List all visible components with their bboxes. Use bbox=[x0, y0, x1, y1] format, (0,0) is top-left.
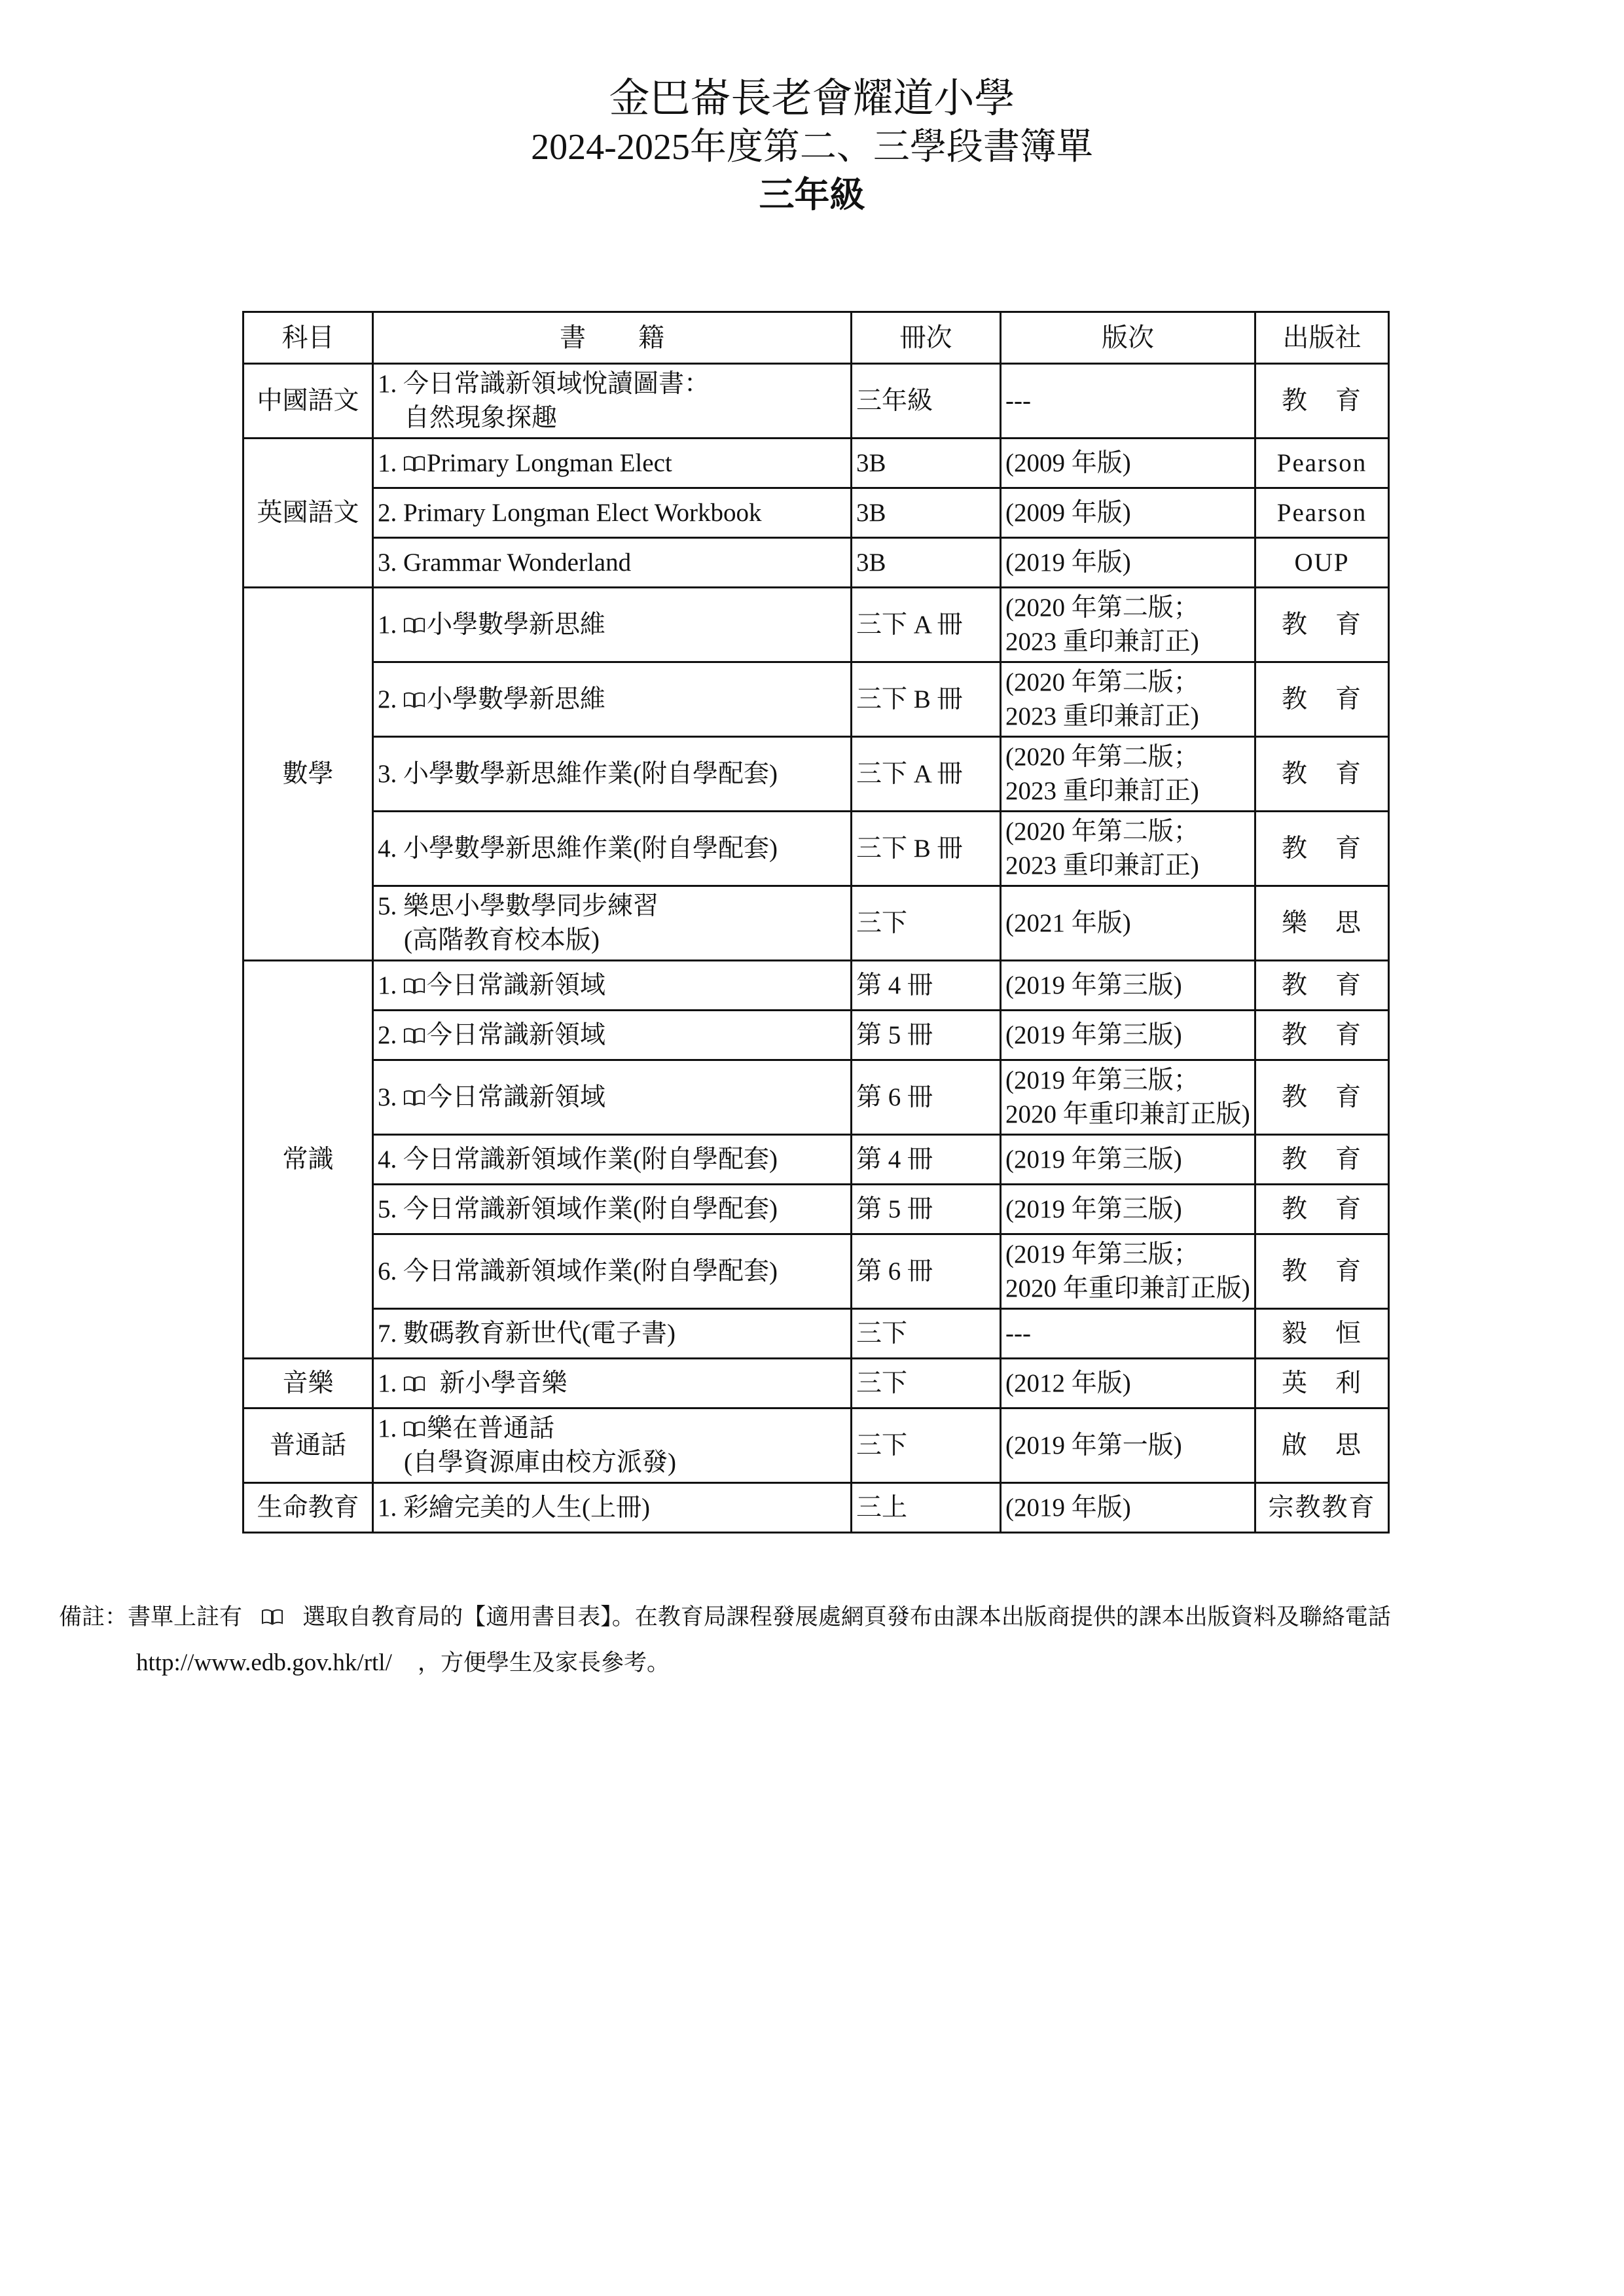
remarks bbox=[59, 1601, 1584, 1679]
subject-cell: 中國語文 bbox=[244, 364, 373, 439]
edition-line-2: 2020 年重印兼訂正版) bbox=[1005, 1274, 1250, 1302]
edition-line-1: (2020 年第二版； bbox=[1005, 817, 1199, 846]
book-number: 7. 數碼教育新世代(電子書) bbox=[378, 1319, 676, 1348]
book-title-cell bbox=[373, 538, 852, 588]
school-name: 金巴崙長老會耀道小學 bbox=[609, 74, 1015, 122]
publisher-cell: 教 育 bbox=[1255, 1060, 1389, 1135]
edition-line-1: (2019 年第三版) bbox=[1005, 971, 1182, 999]
book-number: 1. bbox=[378, 971, 403, 999]
edition-line-1: (2019 年第三版； bbox=[1005, 1240, 1199, 1268]
book-title-line bbox=[378, 1083, 605, 1111]
book-title-cell bbox=[373, 961, 852, 1011]
volume-cell: 3B bbox=[852, 439, 1001, 488]
edition-line-1: (2019 年第三版) bbox=[1005, 1194, 1182, 1223]
booklist-table bbox=[242, 311, 1390, 1534]
edition-line-1: --- bbox=[1005, 386, 1031, 415]
book-title: Primary Longman Elect bbox=[427, 448, 672, 477]
booklist-body bbox=[244, 364, 1389, 1533]
subject-cell: 英國語文 bbox=[244, 439, 373, 588]
open-book-icon bbox=[403, 1026, 425, 1045]
open-book-icon bbox=[403, 616, 425, 634]
table-row bbox=[244, 1234, 1389, 1309]
document-header bbox=[0, 72, 1624, 219]
book-title-cell bbox=[373, 1408, 852, 1483]
book-number: 4. 小學數學新思維作業(附自學配套) bbox=[378, 834, 778, 863]
table-row bbox=[244, 886, 1389, 961]
book-subtitle: (高階教育校本版) bbox=[404, 925, 600, 954]
open-book-icon bbox=[261, 1607, 283, 1626]
edition-cell bbox=[1001, 1234, 1255, 1309]
volume-cell: 3B bbox=[852, 538, 1001, 588]
book-title: 今日常識新領域 bbox=[427, 1083, 606, 1111]
book-title-line bbox=[378, 892, 659, 920]
edition-line-1: (2019 年第一版) bbox=[1005, 1431, 1182, 1460]
edition-line-2: 2020 年重印兼訂正版) bbox=[1005, 1100, 1250, 1128]
table-row bbox=[244, 1483, 1389, 1533]
book-title-line bbox=[378, 1369, 568, 1397]
edition-line-2: 2023 重印兼訂正) bbox=[1005, 702, 1199, 730]
table-row bbox=[244, 588, 1389, 662]
book-number: 5. 樂思小學數學同步練習 bbox=[378, 891, 659, 920]
book-number: 1. bbox=[378, 610, 403, 639]
book-title-cell bbox=[373, 488, 852, 538]
book-number: 1. bbox=[378, 448, 403, 477]
publisher-cell: 宗教教育 bbox=[1255, 1483, 1389, 1533]
remarks-prefix: 備註：書單上註有 bbox=[59, 1604, 243, 1630]
book-title-line bbox=[378, 971, 605, 999]
book-number: 2. bbox=[378, 1020, 403, 1049]
volume-cell: 第 6 冊 bbox=[852, 1234, 1001, 1309]
book-number: 1. bbox=[378, 1369, 403, 1397]
open-book-icon bbox=[403, 1420, 425, 1438]
edition-cell bbox=[1001, 1060, 1255, 1135]
publisher-cell: 教 育 bbox=[1255, 1135, 1389, 1185]
book-title-cell bbox=[373, 812, 852, 886]
column-header-subject: 科目 bbox=[244, 312, 373, 364]
volume-cell: 第 4 冊 bbox=[852, 1135, 1001, 1185]
book-number: 2. Primary Longman Elect Workbook bbox=[378, 498, 762, 527]
book-title-cell bbox=[373, 364, 852, 439]
edition-cell bbox=[1001, 1359, 1255, 1408]
book-title-cell bbox=[373, 1309, 852, 1359]
table-row bbox=[244, 1309, 1389, 1359]
edition-cell bbox=[1001, 812, 1255, 886]
book-title-line bbox=[378, 548, 631, 577]
publisher-cell: OUP bbox=[1255, 538, 1389, 588]
edition-line-2: 2023 重印兼訂正) bbox=[1005, 627, 1199, 656]
edition-line-1: (2009 年版) bbox=[1005, 498, 1131, 527]
book-title-line bbox=[378, 449, 672, 477]
publisher-cell: 教 育 bbox=[1255, 1234, 1389, 1309]
edition-line-1: (2021 年版) bbox=[1005, 908, 1131, 937]
edition-cell bbox=[1001, 1011, 1255, 1060]
open-book-icon bbox=[403, 1088, 425, 1107]
book-subtitle: (自學資源庫由校方派發) bbox=[404, 1448, 676, 1477]
volume-cell: 三下 bbox=[852, 1408, 1001, 1483]
volume-cell: 第 4 冊 bbox=[852, 961, 1001, 1011]
edition-line-1: (2019 年第三版) bbox=[1005, 1145, 1182, 1174]
book-title: 樂在普通話 bbox=[427, 1414, 555, 1443]
open-book-icon bbox=[403, 1374, 425, 1393]
grade-title: 三年級 bbox=[759, 174, 865, 215]
edition-cell bbox=[1001, 439, 1255, 488]
booklist-term-title: 2024-2025年度第二、三學段書簿單 bbox=[531, 127, 1093, 168]
volume-cell: 三下 bbox=[852, 886, 1001, 961]
table-header-row bbox=[244, 312, 1389, 364]
publisher-cell: 教 育 bbox=[1255, 1185, 1389, 1234]
book-number: 3. 小學數學新思維作業(附自學配套) bbox=[378, 759, 778, 788]
publisher-cell: 教 育 bbox=[1255, 812, 1389, 886]
edb-url-link[interactable]: http://www.edb.gov.hk/rtl/ bbox=[136, 1649, 392, 1676]
volume-cell: 3B bbox=[852, 488, 1001, 538]
column-header-edition: 版次 bbox=[1001, 312, 1255, 364]
book-title-cell bbox=[373, 588, 852, 662]
book-title-cell bbox=[373, 886, 852, 961]
edition-line-1: --- bbox=[1005, 1319, 1031, 1348]
edition-line-1: (2009 年版) bbox=[1005, 448, 1131, 477]
column-header-publisher: 出版社 bbox=[1255, 312, 1389, 364]
book-title-line bbox=[378, 1195, 778, 1223]
book-subtitle: 自然現象探趣 bbox=[404, 403, 558, 432]
book-number: 3. bbox=[378, 1083, 403, 1111]
table-row bbox=[244, 439, 1389, 488]
book-title: 小學數學新思維 bbox=[427, 685, 606, 713]
edition-line-1: (2020 年第二版； bbox=[1005, 668, 1199, 696]
subject-cell: 常識 bbox=[244, 961, 373, 1359]
book-title-cell bbox=[373, 1011, 852, 1060]
book-title: 今日常識新領域 bbox=[427, 971, 606, 999]
publisher-cell: 啟 思 bbox=[1255, 1408, 1389, 1483]
edition-cell bbox=[1001, 662, 1255, 737]
book-title-cell bbox=[373, 1185, 852, 1234]
book-title-line bbox=[378, 760, 778, 788]
edition-cell bbox=[1001, 364, 1255, 439]
book-title-line bbox=[378, 1021, 605, 1049]
publisher-cell: 教 育 bbox=[1255, 588, 1389, 662]
volume-cell: 三下 B 冊 bbox=[852, 662, 1001, 737]
table-row bbox=[244, 1135, 1389, 1185]
book-title-cell bbox=[373, 439, 852, 488]
edition-cell bbox=[1001, 886, 1255, 961]
edition-line-1: (2020 年第二版； bbox=[1005, 593, 1199, 622]
remarks-text: 選取自教育局的【適用書目表】。在教育局課程發展處網頁發布由課本出版商提供的課本出版資料及聯絡電話 bbox=[302, 1604, 1391, 1630]
edition-cell bbox=[1001, 588, 1255, 662]
volume-cell: 第 5 冊 bbox=[852, 1011, 1001, 1060]
open-book-icon bbox=[403, 454, 425, 473]
edition-line-1: (2020 年第二版； bbox=[1005, 742, 1199, 771]
volume-cell: 三上 bbox=[852, 1483, 1001, 1533]
subject-cell: 數學 bbox=[244, 588, 373, 961]
edition-line-1: (2019 年第三版) bbox=[1005, 1020, 1182, 1049]
book-title-cell bbox=[373, 1483, 852, 1533]
subject-cell: 生命教育 bbox=[244, 1483, 373, 1533]
publisher-cell: 英 利 bbox=[1255, 1359, 1389, 1408]
table-row bbox=[244, 1359, 1389, 1408]
table-row bbox=[244, 737, 1389, 812]
subject-cell: 普通話 bbox=[244, 1408, 373, 1483]
table-row bbox=[244, 1185, 1389, 1234]
book-number: 6. 今日常識新領域作業(附自學配套) bbox=[378, 1257, 778, 1285]
publisher-cell: 樂 思 bbox=[1255, 886, 1389, 961]
edition-cell bbox=[1001, 538, 1255, 588]
edition-cell bbox=[1001, 1135, 1255, 1185]
book-title: 小學數學新思維 bbox=[427, 610, 606, 639]
book-title-cell bbox=[373, 737, 852, 812]
book-title-cell bbox=[373, 1135, 852, 1185]
book-title-line bbox=[378, 1257, 778, 1285]
book-title-line bbox=[378, 370, 710, 398]
book-number: 1. 彩繪完美的人生(上冊) bbox=[378, 1493, 650, 1522]
publisher-cell: Pearson bbox=[1255, 488, 1389, 538]
book-number: 1. 今日常識新領域悅讀圖書： bbox=[378, 369, 710, 398]
table-row bbox=[244, 1408, 1389, 1483]
book-title-cell bbox=[373, 1060, 852, 1135]
edition-line-1: (2019 年第三版； bbox=[1005, 1066, 1199, 1094]
edition-line-2: 2023 重印兼訂正) bbox=[1005, 776, 1199, 805]
book-title-cell bbox=[373, 662, 852, 737]
edition-line-1: (2012 年版) bbox=[1005, 1369, 1131, 1397]
volume-cell: 三下 A 冊 bbox=[852, 737, 1001, 812]
table-row bbox=[244, 812, 1389, 886]
publisher-cell: 教 育 bbox=[1255, 1011, 1389, 1060]
book-number: 4. 今日常識新領域作業(附自學配套) bbox=[378, 1145, 778, 1174]
open-book-icon bbox=[403, 691, 425, 709]
table-row bbox=[244, 488, 1389, 538]
edition-cell bbox=[1001, 488, 1255, 538]
remarks-line-2 bbox=[59, 1647, 1584, 1679]
book-title-line bbox=[378, 1319, 676, 1348]
remarks-suffix: ，方便學生及家長參考。 bbox=[418, 1650, 670, 1676]
book-title-cell bbox=[373, 1234, 852, 1309]
edition-cell bbox=[1001, 961, 1255, 1011]
publisher-cell: 教 育 bbox=[1255, 961, 1389, 1011]
book-title: 新小學音樂 bbox=[427, 1369, 568, 1397]
subject-cell: 音樂 bbox=[244, 1359, 373, 1408]
column-header-book: 書 籍 bbox=[373, 312, 852, 364]
book-title-line bbox=[378, 1414, 554, 1443]
book-number: 2. bbox=[378, 685, 403, 713]
book-title-line bbox=[378, 499, 761, 527]
publisher-cell: 教 育 bbox=[1255, 737, 1389, 812]
table-row bbox=[244, 662, 1389, 737]
volume-cell: 第 5 冊 bbox=[852, 1185, 1001, 1234]
volume-cell: 三下 bbox=[852, 1309, 1001, 1359]
book-title-line bbox=[378, 1494, 650, 1522]
book-number: 3. Grammar Wonderland bbox=[378, 548, 632, 577]
volume-cell: 三下 A 冊 bbox=[852, 588, 1001, 662]
edition-cell bbox=[1001, 1483, 1255, 1533]
book-title-cell bbox=[373, 1359, 852, 1408]
edition-cell bbox=[1001, 737, 1255, 812]
table-row bbox=[244, 1011, 1389, 1060]
edition-line-1: (2019 年版) bbox=[1005, 548, 1131, 577]
open-book-icon bbox=[403, 977, 425, 995]
book-title: 今日常識新領域 bbox=[427, 1020, 606, 1049]
publisher-cell: 毅 恒 bbox=[1255, 1309, 1389, 1359]
column-header-volume: 冊次 bbox=[852, 312, 1001, 364]
volume-cell: 三下 bbox=[852, 1359, 1001, 1408]
book-title-line bbox=[378, 685, 605, 713]
edition-cell bbox=[1001, 1309, 1255, 1359]
publisher-cell: 教 育 bbox=[1255, 662, 1389, 737]
volume-cell: 三年級 bbox=[852, 364, 1001, 439]
table-row bbox=[244, 538, 1389, 588]
book-title-line bbox=[378, 611, 605, 639]
remarks-line-1 bbox=[59, 1601, 1584, 1634]
volume-cell: 三下 B 冊 bbox=[852, 812, 1001, 886]
book-number: 1. bbox=[378, 1414, 403, 1443]
book-number: 5. 今日常識新領域作業(附自學配套) bbox=[378, 1194, 778, 1223]
publisher-cell: Pearson bbox=[1255, 439, 1389, 488]
volume-cell: 第 6 冊 bbox=[852, 1060, 1001, 1135]
edition-cell bbox=[1001, 1408, 1255, 1483]
edition-cell bbox=[1001, 1185, 1255, 1234]
table-row bbox=[244, 364, 1389, 439]
book-title-line bbox=[378, 1145, 778, 1174]
edition-line-2: 2023 重印兼訂正) bbox=[1005, 851, 1199, 880]
book-title-line bbox=[378, 834, 778, 863]
table-row bbox=[244, 961, 1389, 1011]
publisher-cell: 教 育 bbox=[1255, 364, 1389, 439]
table-row bbox=[244, 1060, 1389, 1135]
edition-line-1: (2019 年版) bbox=[1005, 1493, 1131, 1522]
